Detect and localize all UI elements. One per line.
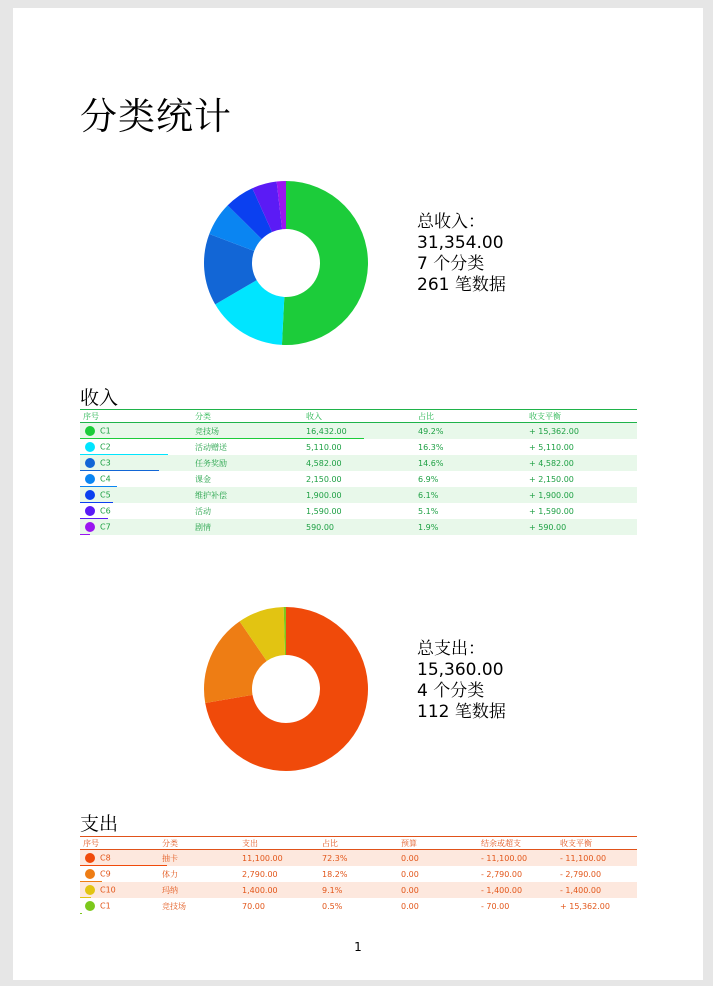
color-swatch-icon [85,442,95,452]
category-code-cell [80,455,192,471]
category-code-cell [80,503,192,519]
report-page [13,8,703,980]
table-row [80,850,637,867]
expense-column-header: 支出 [239,837,319,850]
cell-pct: 14.6% [415,455,526,471]
cell-balance: + 15,362.00 [526,423,637,440]
income-record-count: 261 笔数据 [417,275,506,295]
cell-name: 维护补偿 [192,487,303,503]
expense-category-count: 4 个分类 [417,681,485,701]
expense-column-header: 收支平衡 [557,837,637,850]
color-swatch-icon [85,885,95,895]
category-code-cell [80,439,192,455]
cell-pct: 5.1% [418,506,439,516]
cell-balance: + 1,900.00 [526,487,637,503]
expense-summary [417,639,506,723]
category-code: C8 [100,853,111,863]
income-donut-chart [203,180,369,346]
cell-name: 剧情 [192,519,303,535]
income-column-header: 占比 [415,410,526,423]
category-code: C10 [100,885,116,895]
color-swatch-icon [85,426,95,436]
cell-amount: 16,432.00 [303,423,415,440]
income-section-title: 收入 [80,387,119,409]
income-summary [417,212,506,296]
expense-total: 15,360.00 [417,660,504,680]
cell-amount: 2,790.00 [242,869,278,879]
table-row [80,519,637,535]
donut-slice-c1 [282,181,368,345]
category-code-cell [80,898,159,914]
cell-balance: + 2,150.00 [529,474,574,484]
cell-surplus: - 70.00 [481,901,510,911]
category-code: C9 [100,869,111,879]
cell-balance: + 5,110.00 [529,442,574,452]
cell-pct: 9.1% [319,882,398,898]
expense-column-header: 预算 [398,837,478,850]
cell-pct: 0.5% [322,901,343,911]
cell-pct: 18.2% [322,869,348,879]
cell-budget: 0.00 [401,901,419,911]
color-swatch-icon [85,901,95,911]
cell-surplus: - 11,100.00 [478,850,557,867]
cell-pct: 49.2% [415,423,526,440]
category-code: C4 [100,474,111,484]
category-code: C6 [100,506,111,516]
cell-pct: 16.3% [418,442,444,452]
category-code: C7 [100,522,111,532]
share-underline [80,913,82,914]
expense-record-count: 112 笔数据 [417,702,506,722]
color-swatch-icon [85,853,95,863]
category-code-cell [80,471,192,487]
cell-balance: + 590.00 [526,519,637,535]
cell-name: 活动赠送 [195,442,227,452]
category-code-cell [80,423,192,440]
cell-amount: 1,400.00 [239,882,319,898]
cell-balance: + 4,582.00 [526,455,637,471]
table-row [80,882,637,898]
color-swatch-icon [85,474,95,484]
cell-amount: 590.00 [303,519,415,535]
income-category-count: 7 个分类 [417,254,485,274]
table-row [80,423,637,440]
income-table [80,409,637,535]
table-row [80,487,637,503]
cell-name: 活动 [195,506,211,516]
expense-column-header: 占比 [319,837,398,850]
cell-balance: + 1,590.00 [529,506,574,516]
cell-balance: - 11,100.00 [557,850,637,867]
cell-balance: - 1,400.00 [557,882,637,898]
income-column-header: 分类 [192,410,303,423]
expense-column-header: 序号 [80,837,159,850]
cell-name: 课金 [195,474,211,484]
cell-amount: 2,150.00 [306,474,342,484]
category-code-cell [80,850,159,867]
expense-column-header: 分类 [159,837,239,850]
cell-surplus: - 2,790.00 [481,869,523,879]
expense-table [80,836,637,914]
page-title: 分类统计 [80,95,232,138]
cell-name: 竞技场 [162,901,186,911]
cell-name: 抽卡 [159,850,239,867]
cell-amount: 4,582.00 [303,455,415,471]
cell-amount: 5,110.00 [306,442,342,452]
cell-surplus: - 1,400.00 [478,882,557,898]
cell-amount: 11,100.00 [239,850,319,867]
expense-section-title: 支出 [80,813,119,835]
table-row [80,439,637,455]
color-swatch-icon [85,490,95,500]
cell-pct: 72.3% [319,850,398,867]
table-row [80,471,637,487]
income-summary-label: 总收入： [417,212,485,232]
page-number: 1 [354,940,362,954]
cell-amount: 70.00 [242,901,265,911]
color-swatch-icon [85,522,95,532]
table-row [80,866,637,882]
cell-balance: - 2,790.00 [560,869,602,879]
category-code: C5 [100,490,111,500]
cell-pct: 6.1% [415,487,526,503]
income-table-header [80,410,637,423]
category-code: C1 [100,426,111,436]
expense-donut-chart [203,606,369,772]
table-row [80,455,637,471]
income-column-header: 序号 [80,410,192,423]
cell-name: 玛纳 [159,882,239,898]
cell-name: 体力 [162,869,178,879]
cell-pct: 1.9% [415,519,526,535]
table-row [80,898,637,914]
cell-amount: 1,590.00 [306,506,342,516]
expense-summary-label: 总支出： [417,639,485,659]
cell-balance: + 15,362.00 [560,901,610,911]
category-code: C3 [100,458,111,468]
income-column-header: 收入 [303,410,415,423]
share-underline [80,534,90,535]
cell-amount: 1,900.00 [303,487,415,503]
category-code: C2 [100,442,111,452]
category-code-cell [80,519,192,535]
cell-name: 任务奖励 [192,455,303,471]
color-swatch-icon [85,869,95,879]
cell-budget: 0.00 [398,882,478,898]
table-row [80,503,637,519]
color-swatch-icon [85,506,95,516]
category-code-cell [80,882,159,898]
category-code-cell [80,487,192,503]
cell-pct: 6.9% [418,474,439,484]
expense-table-header [80,837,637,850]
category-code: C1 [100,901,111,911]
cell-name: 竞技场 [192,423,303,440]
category-code-cell [80,866,159,882]
cell-budget: 0.00 [401,869,419,879]
cell-budget: 0.00 [398,850,478,867]
color-swatch-icon [85,458,95,468]
expense-column-header: 结余或超支 [478,837,557,850]
income-total: 31,354.00 [417,233,504,253]
income-column-header: 收支平衡 [526,410,637,423]
